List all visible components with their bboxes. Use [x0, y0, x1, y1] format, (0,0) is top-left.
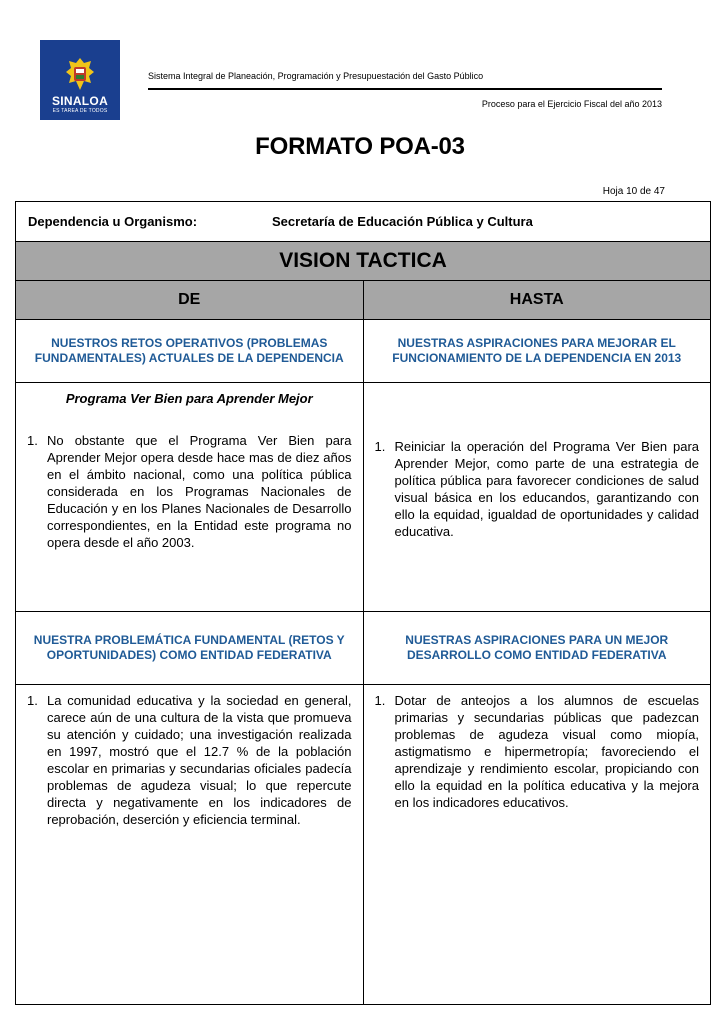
- section1-left-cell: [16, 383, 364, 612]
- sheet-number: Hoja 10 de 47: [602, 186, 665, 197]
- logo-brand: SINALOA: [51, 94, 109, 108]
- item-text: Reiniciar la operación del Programa Ver Bien para Aprender Mejor, como parte de una estrategia de política pública para favorecer condiciones de salud visual básica en los educandos, garantizando con ello la equidad, igualdad de oportunidades y calidad educativa.: [394, 439, 699, 539]
- section1-right-header: NUESTRAS ASPIRACIONES PARA MEJORAR EL FUNCIONAMIENTO DE LA DEPENDENCIA EN 2013: [363, 320, 711, 383]
- section2-left-cell: [16, 685, 364, 1005]
- list-item: [27, 432, 352, 551]
- dependency-row: [16, 202, 711, 242]
- item-text: Dotar de anteojos a los alumnos de escuelas primarias y secundarias públicas que padezcan problemas de agudeza visual como miopía, astigmatismo e hipermetropía; favoreciendo el aprendizaje y rendimiento escolar, propiciando con ello la equidad en la política educativa y la mejora en los indicadores educativos.: [394, 693, 699, 810]
- vision-title-row: [16, 242, 711, 281]
- list-item: [375, 438, 700, 540]
- system-title: Sistema Integral de Planeación, Programación y Presupuestación del Gasto Público: [148, 71, 484, 81]
- section2-right-cell: [363, 685, 711, 1005]
- item-number: 1.: [374, 693, 386, 708]
- dependency-value: Secretaría de Educación Pública y Cultura: [272, 214, 533, 229]
- item-number: 1.: [374, 439, 386, 454]
- item-text: No obstante que el Programa Ver Bien para Aprender Mejor opera desde hace mas de diez años en el ámbito nacional, como una política pública considerada en los Programas Nacionales de Educación y en los Planes Nacionales de Desarrollo correspondientes, en la Entidad este programa no opera desde el año 2003.: [47, 433, 352, 550]
- section1-left-header: NUESTROS RETOS OPERATIVOS (PROBLEMAS FUNDAMENTALES) ACTUALES DE LA DEPENDENCIA: [16, 320, 364, 383]
- item-number: 1.: [27, 433, 38, 448]
- sinaloa-logo: [40, 40, 120, 120]
- process-label: Proceso para el Ejercicio Fiscal del año 2013: [481, 99, 662, 109]
- section2-right-header: NUESTRAS ASPIRACIONES PARA UN MEJOR DESARROLLO COMO ENTIDAD FEDERATIVA: [363, 612, 711, 685]
- program-title: Programa Ver Bien para Aprender Mejor: [65, 391, 313, 406]
- header-divider: [148, 88, 662, 90]
- dependency-cell: [16, 202, 711, 242]
- tactical-vision-table: [15, 201, 711, 1005]
- section1-content-row: [16, 383, 711, 612]
- section1-header-row: [16, 320, 711, 383]
- vision-title: VISION TACTICA: [16, 242, 711, 281]
- column-header-row: [16, 281, 711, 320]
- item-text: La comunidad educativa y la sociedad en general, carece aún de una cultura de la vista que promueva su atención y cuidado; una investigación realizada en 1997, mostró que el 12.7 % de la población escolar en primarias y secundarias oficiales padecía problemas de agudeza visual; lo que repercute directa y negativamente en los indicadores de reprobación, deserción y eficiencia terminal.: [47, 693, 352, 827]
- item-number: 1.: [27, 693, 38, 708]
- section2-header-row: [16, 612, 711, 685]
- dependency-label: Dependencia u Organismo:: [28, 214, 198, 229]
- section1-right-cell: [363, 383, 711, 612]
- list-item: [375, 692, 700, 811]
- section2-content-row: [16, 685, 711, 1005]
- column-header-from: DE: [16, 281, 364, 320]
- form-title: FORMATO POA-03: [255, 133, 465, 160]
- sinaloa-crest-icon: [65, 57, 95, 91]
- logo-tagline: ES TAREA DE TODOS: [52, 108, 108, 114]
- column-header-to: HASTA: [363, 281, 711, 320]
- list-item: [27, 692, 352, 828]
- section2-left-header: NUESTRA PROBLEMÁTICA FUNDAMENTAL (RETOS Y OPORTUNIDADES) COMO ENTIDAD FEDERATIVA: [16, 612, 364, 685]
